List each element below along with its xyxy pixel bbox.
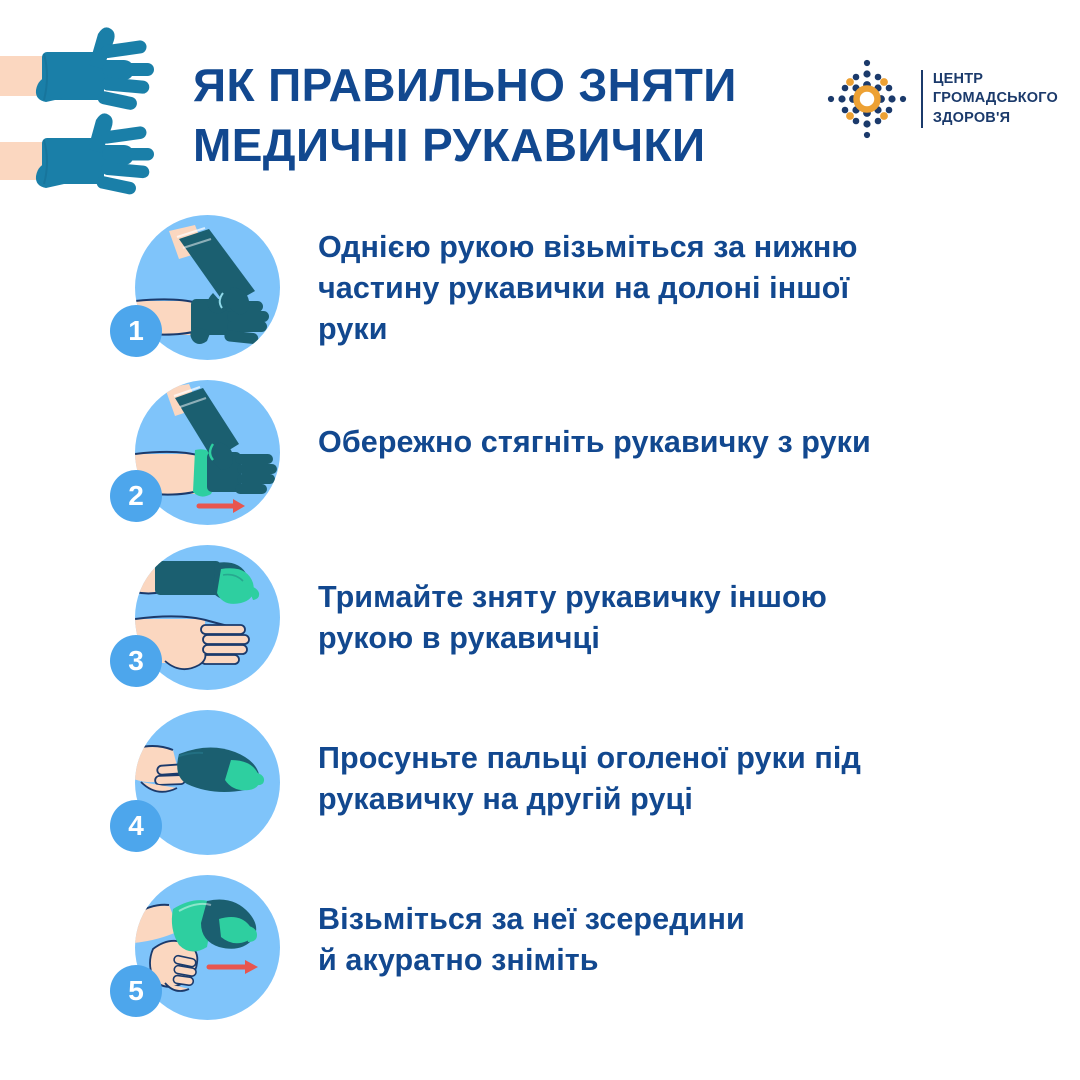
organization-logo	[823, 55, 1058, 143]
step-3-text-line-1: Тримайте зняту рукавичку іншою	[318, 580, 827, 614]
logo-divider	[921, 70, 923, 128]
step-3-text-line-2: рукою в рукавичці	[318, 620, 600, 655]
step-1-text-line-3: руки	[318, 311, 388, 346]
step-1-figure	[110, 205, 300, 370]
step-1-text-line-1: Однією рукою візьміться за нижню	[318, 230, 858, 264]
step-2-figure	[110, 370, 300, 535]
step-3-text	[300, 535, 1080, 659]
steps-list	[0, 205, 1080, 1030]
step-4-number-badge: 4	[110, 800, 162, 852]
step-item	[0, 535, 1080, 700]
step-5-arrow-icon	[209, 960, 258, 974]
step-1-text-line-2: частину рукавички на долоні іншої	[318, 270, 850, 305]
logo-text-line-1: ЦЕНТР	[932, 71, 984, 88]
header	[0, 0, 1080, 205]
logo-text	[933, 70, 1058, 128]
step-1-text	[300, 205, 1080, 350]
step-5-text-line-2: й акуратно зніміть	[318, 942, 599, 977]
cphc-logo-icon	[823, 55, 911, 143]
page-title-line-2: МЕДИЧНІ РУКАВИЧКИ	[193, 118, 706, 171]
step-4-figure	[110, 700, 300, 865]
step-5-number-badge: 5	[110, 965, 162, 1017]
step-2-arrow-icon	[199, 499, 245, 513]
step-item	[0, 865, 1080, 1030]
page-title-line-1: ЯК ПРАВИЛЬНО ЗНЯТИ	[193, 59, 737, 111]
step-4-text-line-2: рукавичку на другій руці	[318, 781, 693, 816]
logo-text-line-2: ГРОМАДСЬКОГО	[932, 90, 1058, 107]
step-2-text	[300, 370, 1080, 463]
step-4-text-line-1: Просуньте пальці оголеної руки під	[318, 741, 861, 775]
step-5-text	[300, 865, 1080, 981]
step-3-figure	[110, 535, 300, 700]
page-title	[193, 56, 773, 176]
step-3-number-badge: 3	[110, 635, 162, 687]
step-5-text-line-1: Візьміться за неї зсередини	[318, 902, 745, 936]
step-1-number-badge: 1	[110, 305, 162, 357]
step-item	[0, 205, 1080, 370]
step-4-text	[300, 700, 1080, 820]
step-2-text-line-1: Обережно стягніть рукавичку з руки	[318, 425, 871, 459]
header-gloves-illustration	[0, 18, 192, 208]
step-5-figure	[110, 865, 300, 1030]
step-2-number-badge: 2	[110, 470, 162, 522]
step-item	[0, 700, 1080, 865]
step-item	[0, 370, 1080, 535]
logo-text-line-3: ЗДОРОВ'Я	[932, 109, 1011, 126]
